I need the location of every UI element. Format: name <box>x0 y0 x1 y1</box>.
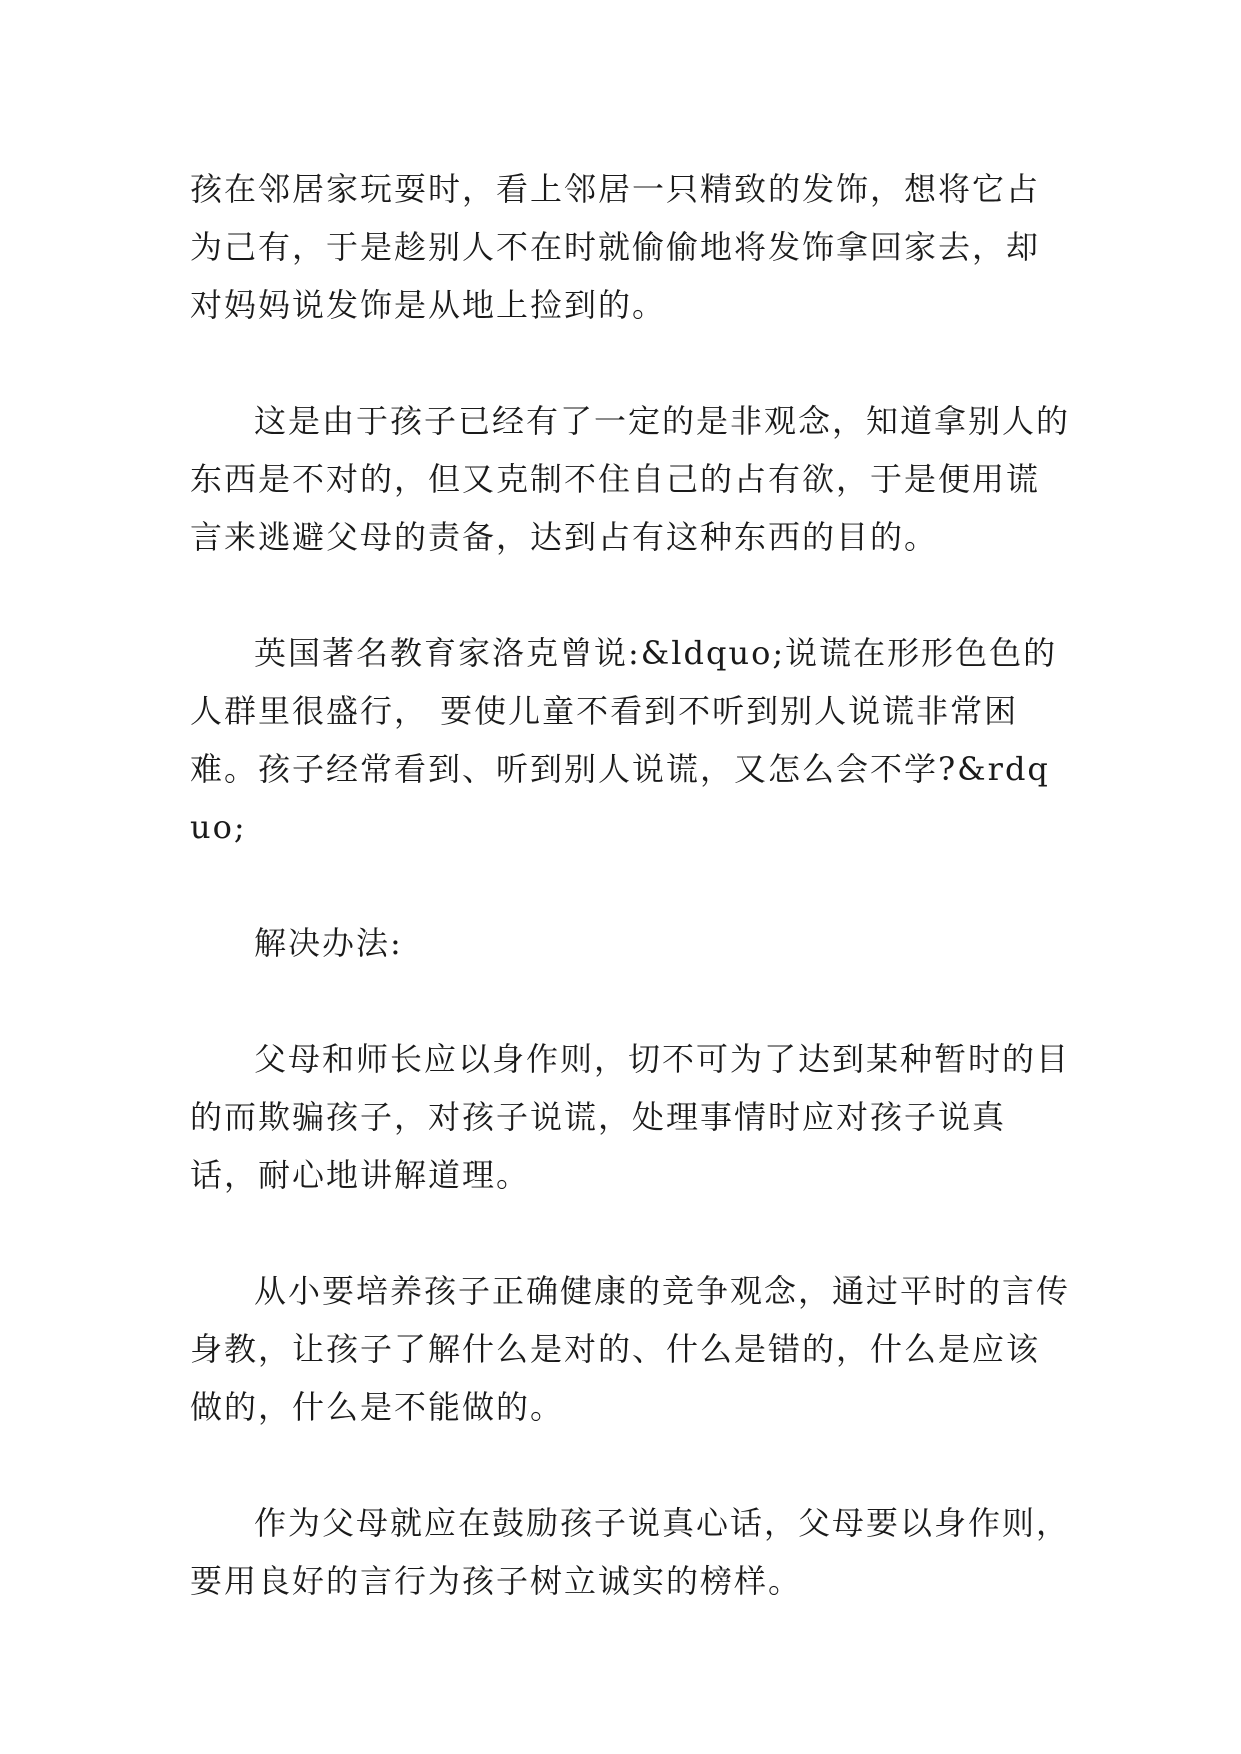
paragraph-7: 作为父母就应在鼓励孩子说真心话，父母要以身作则，要用良好的言行为孩子树立诚实的榜样。 <box>190 1504 1071 1600</box>
paragraph-1: 孩在邻居家玩耍时，看上邻居一只精致的发饰，想将它占为己有，于是趁别人不在时就偷偷地将发饰拿回家去，却对妈妈说发饰是从地上捡到的。 <box>190 170 1041 324</box>
document-body <box>190 160 1070 1668</box>
paragraph-2: 这是由于孩子已经有了一定的是非观念，知道拿别人的东西是不对的，但又克制不住自己的占有欲，于是便用谎言来逃避父母的责备，达到占有这种东西的目的。 <box>190 402 1071 556</box>
paragraph-4: 解决办法: <box>254 924 403 962</box>
paragraph-3: 英国著名教育家洛克曾说:&ldquo;说谎在形形色色的人群里很盛行， 要使儿童不看到不听到别人说谎非常困难。孩子经常看到、听到别人说谎，又怎么会不学?&rdquo; <box>190 634 1058 846</box>
paragraph-6: 从小要培养孩子正确健康的竞争观念，通过平时的言传身教，让孩子了解什么是对的、什么是错的，什么是应该做的，什么是不能做的。 <box>190 1272 1071 1426</box>
paragraph-5: 父母和师长应以身作则，切不可为了达到某种暂时的目的而欺骗孩子，对孩子说谎，处理事情时应对孩子说真话，耐心地讲解道理。 <box>190 1040 1071 1194</box>
